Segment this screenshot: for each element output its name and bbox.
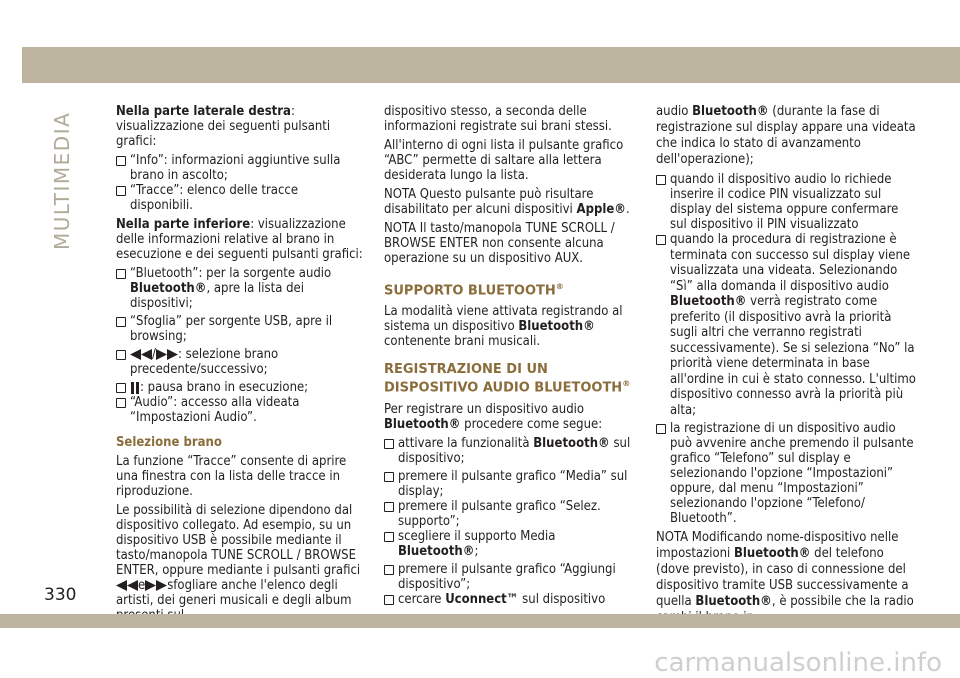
next-track-icon (156, 349, 178, 360)
bold-term: Bluetooth® (670, 294, 747, 309)
text: sul dispositivo (518, 591, 606, 607)
list-item-text: premere il pulsante grafico “Media” sul display; (398, 468, 628, 499)
previous-track-icon (116, 580, 138, 591)
list-item (116, 183, 364, 213)
text: “Bluetooth”: per la sorgente audio (130, 266, 332, 281)
section-side-label: MULTIMEDIA (50, 111, 74, 250)
list-item (384, 469, 636, 499)
list-item (116, 153, 364, 183)
header-color-strip (22, 47, 960, 83)
text: attivare la funzionalità (398, 435, 534, 451)
bullet-box-icon (384, 472, 394, 482)
pause-icon (130, 382, 140, 394)
list-item (656, 421, 918, 526)
text: (durante la fase di registrazione sul display appare una videata che indica lo stato di avanzamento dell'operazione); (656, 104, 916, 167)
section-heading (384, 280, 636, 298)
footer-color-strip (0, 614, 960, 628)
paragraph (116, 217, 364, 262)
watermark-text: carmanualsonline.info (654, 648, 942, 678)
registered-mark: ® (555, 282, 564, 291)
text: : selezione brano precedente/successivo; (130, 347, 279, 377)
text: sul dispositivo; (398, 435, 631, 466)
list-item-text (670, 232, 918, 418)
bullet-box-icon (384, 595, 394, 605)
list-item-text: “Info”: informazioni aggiuntive sulla brano in ascolto; (130, 153, 341, 183)
text: cercare (398, 591, 446, 607)
bullet-box-icon (656, 424, 666, 434)
text: e (138, 578, 146, 593)
section-heading (384, 363, 636, 395)
list-item-text: premere il pulsante grafico “Selez. supporto”; (398, 498, 601, 529)
list-item-text: “Sfoglia” per sorgente USB, apre il browsing; (130, 314, 333, 344)
list-item (384, 529, 636, 559)
list-item (116, 347, 364, 377)
bullet-box-icon (384, 502, 394, 512)
text: Per registrare un dispositivo audio (384, 401, 585, 417)
paragraph: All'interno di ogni lista il pulsante grafico “ABC” permette di saltare alla lettera desiderata lungo la lista. (384, 138, 624, 183)
paragraph: NOTA Il tasto/manopola TUNE SCROLL / BROWSE ENTER non consente alcuna operazione su un dispositivo AUX. (384, 221, 615, 266)
list-item (384, 436, 636, 466)
list-item-text: premere il pulsante grafico “Aggiungi dispositivo”; (398, 561, 616, 592)
paragraph (116, 104, 364, 149)
list-item (656, 172, 918, 232)
list-item-text: la registrazione di un dispositivo audio può avvenire anche premendo il pulsante grafico “Telefono” sul display e selezionando l'opzione “Impostazioni” oppure, dal menu “Impostazioni” selezionando l'opzione “Telefono/ Bluetooth”. (670, 421, 914, 526)
paragraph (384, 304, 636, 349)
list-item (656, 232, 918, 418)
heading-text: REGISTRAZIONE DI UN DISPOSITIVO AUDIO BLUETOOTH (384, 362, 623, 396)
list-item (384, 499, 636, 529)
bullet-box-icon (384, 532, 394, 542)
list-item-text (130, 347, 364, 377)
bullet-box-icon (116, 269, 126, 279)
list-item-text (130, 380, 364, 395)
separator: / (152, 347, 156, 362)
text: La modalità viene attivata registrando al sistema un dispositivo (384, 304, 623, 335)
bullet-box-icon (116, 186, 126, 196)
bullet-box-icon (116, 317, 126, 327)
text: : visualizzazione dei seguenti pulsanti grafici: (116, 104, 331, 149)
column-1 (116, 104, 364, 627)
text: Le possibilità di selezione dipendono dal dispositivo collegato. Ad esempio, su un dispositivo USB è possibile mediante il tasto/manopola TUNE SCROLL / BROWSE ENTER, oppure mediante i pulsanti grafici (116, 503, 361, 578)
paragraph (384, 187, 636, 217)
paragraph (384, 402, 636, 432)
section-side-tab (51, 110, 91, 250)
page-number: 330 (44, 585, 77, 605)
bold-term: Bluetooth® (533, 435, 610, 451)
bullet-box-icon (384, 439, 394, 449)
previous-track-icon (130, 349, 152, 360)
text: : pausa brano in esecuzione; (140, 380, 309, 395)
list-item-text (398, 529, 636, 559)
bold-term: Bluetooth® (734, 546, 811, 561)
bold-term: Apple® (576, 202, 626, 217)
paragraph: dispositivo stesso, a seconda delle informazioni registrate sui brani stessi. (384, 104, 612, 134)
text: . (625, 202, 630, 217)
text: ; (474, 543, 479, 559)
list-item (116, 266, 364, 311)
list-item-text (398, 436, 636, 466)
text: : visualizzazione delle informazioni relative al brano in esecuzione e dei seguenti pulsanti grafici: (116, 217, 363, 262)
list-item-text (130, 266, 364, 311)
column-3 (656, 104, 918, 630)
list-item (116, 395, 364, 425)
text: NOTA Questo pulsante può risultare disabilitato per alcuni dispositivi (384, 187, 594, 217)
text: procedere come segue: (460, 416, 603, 432)
bullet-box-icon (656, 235, 666, 245)
list-item (116, 314, 364, 344)
list-item (116, 380, 364, 395)
paragraph (116, 503, 364, 623)
bold-term: Bluetooth® (692, 104, 769, 119)
bullet-box-icon (384, 565, 394, 575)
list-item-text (398, 592, 636, 607)
paragraph: La funzione “Tracce” consente di aprire una finestra con la lista delle tracce in riproduzione. (116, 454, 347, 499)
subheading: Selezione brano (116, 435, 222, 450)
bold-term: Bluetooth® (695, 594, 772, 609)
bullet-box-icon (116, 350, 126, 360)
bold-term: Bluetooth® (518, 319, 595, 335)
list-item (384, 562, 636, 592)
heading-text: SUPPORTO BLUETOOTH (384, 283, 556, 299)
text: sfogliare anche l'elenco degli artisti, dei generi musicali e degli album (116, 578, 352, 608)
bold-term: Bluetooth® (130, 281, 207, 296)
bold-term: Nella parte inferiore (116, 217, 251, 232)
next-track-icon (145, 580, 167, 591)
paragraph (656, 104, 918, 168)
registered-mark: ® (622, 379, 631, 389)
bold-term: Bluetooth® (398, 543, 475, 559)
bullet-box-icon (116, 156, 126, 166)
column-2 (384, 104, 636, 607)
text: NOTA Modificando nome-dispositivo nelle impostazioni (656, 530, 899, 561)
paragraph (656, 530, 918, 626)
text: verrà registrato come preferito (il dispositivo avrà la priorità sugli altri che verranno registrati successivamente). Se si seleziona “No” la priorità viene determinata in base all'ordine in cui è stato connesso. L'ultimo dispositivo connesso avrà la priorità più alta; (670, 294, 916, 418)
text: , è possibile che la radio (771, 594, 914, 609)
bold-term: Bluetooth® (384, 416, 461, 432)
list-item-text: quando il dispositivo audio lo richiede inserire il codice PIN visualizzato sul display del sistema oppure confermare sul dispositivo il PIN visualizzato (670, 172, 899, 232)
bullet-box-icon (656, 175, 666, 185)
text: scegliere il supporto Media (398, 528, 556, 544)
bullet-box-icon (116, 398, 126, 408)
top-header-band (0, 0, 960, 83)
text: contenente brani musicali. (384, 334, 541, 350)
text: audio (656, 104, 693, 119)
bullet-box-icon (116, 383, 126, 393)
text: , apre la lista dei dispositivi; (130, 281, 304, 311)
bold-term: Uconnect™ (445, 591, 519, 607)
list-item (384, 592, 636, 607)
list-item-text: “Tracce”: elenco delle tracce disponibili. (130, 183, 299, 213)
text: quando la procedura di registrazione è terminata con successo sul display viene visualizzata una videata. Selezionando “Sì” alla domanda il dispositivo audio (670, 232, 911, 294)
list-item-text: “Audio”: accesso alla videata “Impostazioni Audio”. (130, 395, 300, 425)
text: del telefono (dove previsto), in caso di connessione del dispositivo tramite USB successivamente a quella (656, 546, 909, 609)
bold-term: Nella parte laterale destra (116, 104, 291, 119)
